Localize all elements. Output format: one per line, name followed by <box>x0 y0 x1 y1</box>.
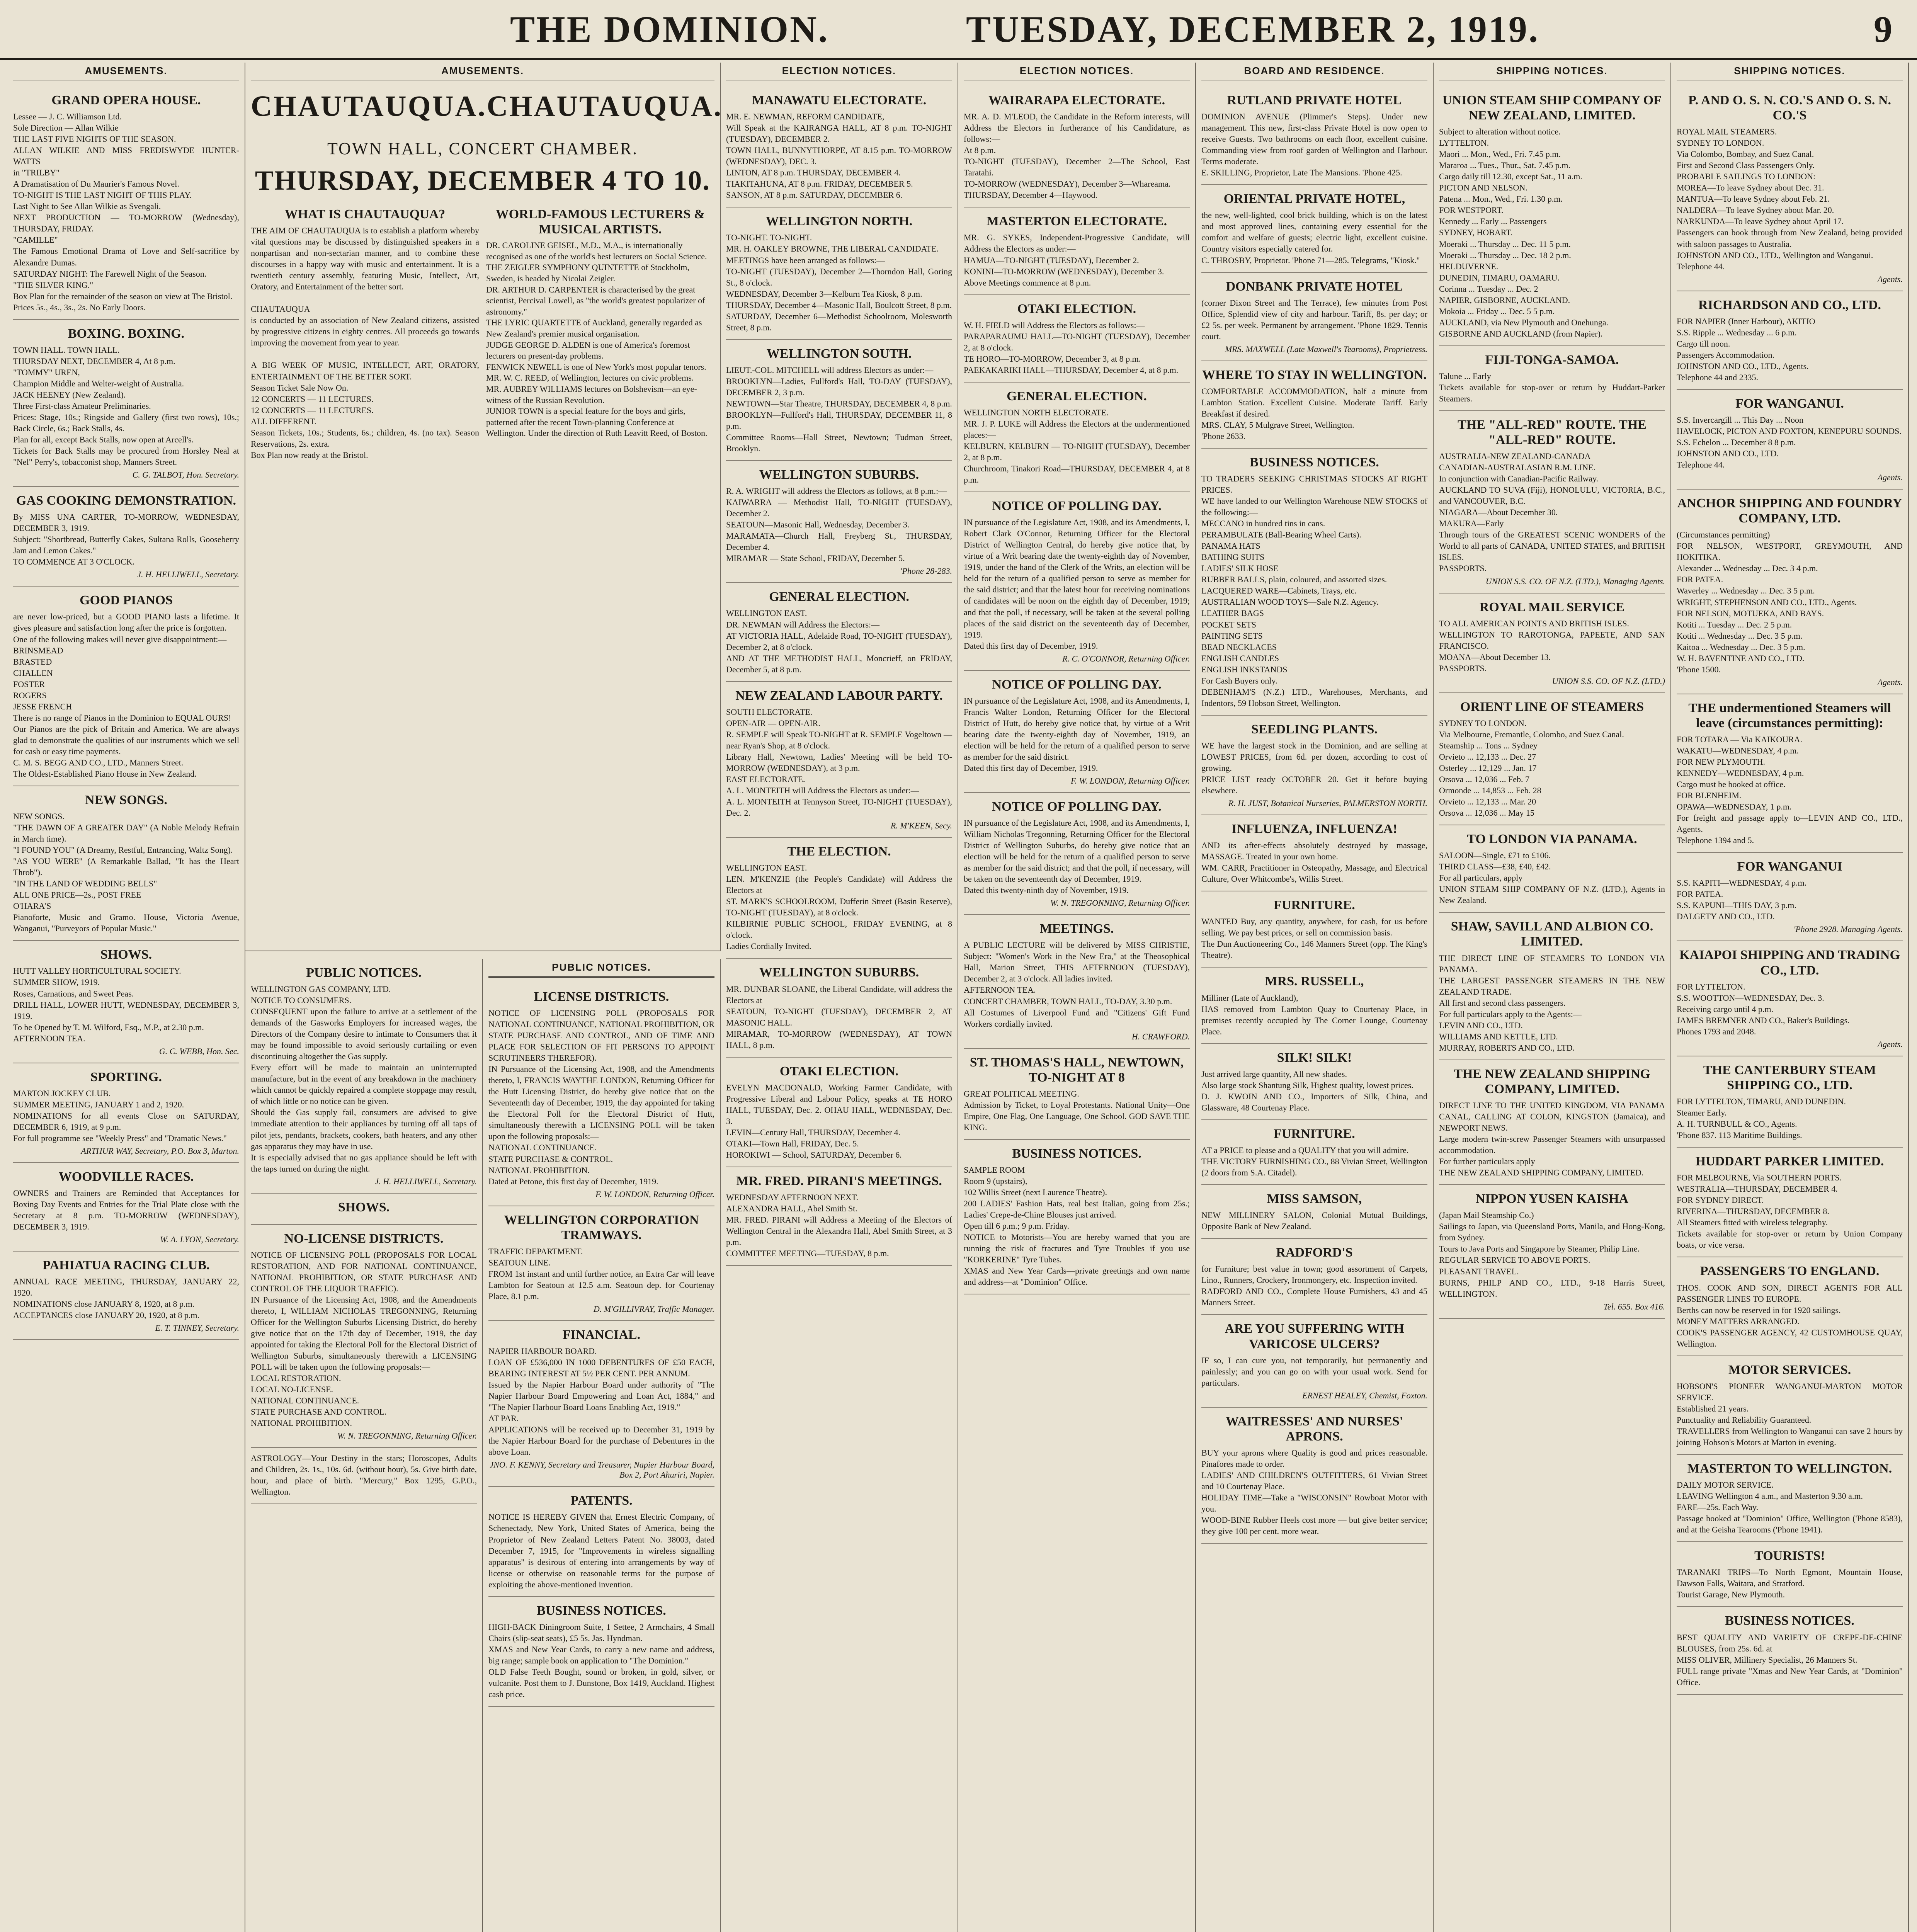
notice-signature: H. CRAWFORD. <box>1131 1031 1190 1041</box>
notice-title: RADFORD'S <box>1276 1245 1353 1260</box>
notice-body: IF so, I can cure you, not temporarily, but permanently and painlessly; and you can go on with your usual work. Send for particulars. <box>1201 1355 1427 1388</box>
chautauqua-body <box>251 207 714 461</box>
notice-title: NEW SONGS. <box>85 793 167 807</box>
notice-body: AND its after-effects absolutely destroyed by massage, MASSAGE. Treated in your own home. WM. CARR, Practitioner in Osteopathy, Massage, and Electrical Culture, Over Whitcombe's, Willis Street. <box>1201 840 1427 884</box>
notice <box>1439 1060 1665 1185</box>
notice-signature: G. C. WEBB, Hon. Sec. <box>159 1046 239 1056</box>
notice-title: PUBLIC NOTICES. <box>306 966 422 980</box>
notice-title: FINANCIAL. <box>562 1327 641 1342</box>
notice-title: GAS COOKING DEMONSTRATION. <box>16 493 236 508</box>
notice-signature: W. N. TREGONNING, Returning Officer. <box>1050 898 1190 908</box>
notice <box>1677 1542 1903 1607</box>
notice <box>726 87 952 207</box>
notice-signature: ERNEST HEALEY, Chemist, Foxton. <box>1302 1390 1427 1400</box>
notice-title: WOODVILLE RACES. <box>58 1169 194 1184</box>
column-heading: PUBLIC NOTICES. <box>488 959 714 978</box>
notice-title: ROYAL MAIL SERVICE <box>1479 600 1625 614</box>
notice-body: (Japan Mail Steamship Co.) Sailings to Japan, via Queensland Ports, Manila, and Hong-Kong, from Sydney. Tours to Java Ports and Singapore by Steamer, Philip Line. REGULAR SERVICE TO ABOVE PORTS. PLEASANT TRAVEL. BURNS, PHILP AND CO., LTD., 9-18 Harris Street, WELLINGTON. <box>1439 1210 1665 1299</box>
notice <box>1677 853 1903 941</box>
column-1 <box>245 959 483 1932</box>
column-5 <box>1196 63 1434 1932</box>
notice <box>726 959 952 1057</box>
notice-signature: Agents. <box>1877 274 1903 284</box>
notice-body: MR. DUNBAR SLOANE, the Liberal Candidate, will address the Electors at SEATOUN, TO-NIGHT (TUESDAY), DECEMBER 2, AT MASONIC HALL. MIRAMAR, TO-MORROW (WEDNESDAY), AT TOWN HALL, 8 p.m. <box>726 984 952 1050</box>
notice <box>1201 968 1427 1044</box>
notice-body: Lessee — J. C. Williamson Ltd. Sole Direction — Allan Wilkie THE LAST FIVE NIGHTS OF THE SEASON. ALLAN WILKIE AND MISS FREDISWYDE HUNTER-WATTS in "TRILBY" A Dramatisation of Du Maurier's Famous Novel. TO-NIGHT IS THE LAST NIGHT OF THIS PLAY. Last Night to See Allan Wilkie as Svengali. NEXT PRODUCTION — TO-MORROW (Wednesday), THURSDAY, FRIDAY. "CAMILLE" The Famous Emotional Drama of Love and Self-sacrifice by Alexandre Dumas. SATURDAY NIGHT: The Farewell Night of the Season. "THE SILVER KING." Box Plan for the remainder of the season on view at The Bristol. Prices 5s., 4s., 3s., 2s. No Early Doors. <box>13 112 239 312</box>
column-heading: BOARD AND RESIDENCE. <box>1201 63 1427 81</box>
notice-title: MRS. RUSSELL, <box>1265 974 1364 989</box>
notice-title: WELLINGTON CORPORATION TRAMWAYS. <box>504 1213 699 1242</box>
notice-title: FIJI-TONGA-SAMOA. <box>1485 352 1619 367</box>
notice-title: GENERAL ELECTION. <box>769 590 909 604</box>
notice-body: A PUBLIC LECTURE will be delivered by MISS CHRISTIE, Subject: "Women's Work in the New Era," at the Theosophical Hall, Marion Street, THIS AFTERNOON (TUESDAY), December 2, at 3 o'clock. All ladies invited. AFTERNOON TEA. CONCERT CHAMBER, TOWN HALL, TO-DAY, 3.30 p.m. All Costumes of Liverpool Fund and "Citizens' Gift Fund Workers cordially invited. <box>964 940 1190 1029</box>
chautauqua-left <box>251 207 479 461</box>
chautauqua-right-text: DR. CAROLINE GEISEL, M.D., M.A., is internationally recognised as one of the world's best lecturers on Social Science. THE ZEIGLER SYMPHONY QUINTETTE of Stockholm, Sweden, is headed by Nicolai Zeigler. DR. ARTHUR D. CARPENTER is characterised by the great scientist, Percival Lowell, as "the world's greatest popularizer of astronomy." THE LYRIC QUARTETTE of Auckland, generally regarded as New Zealand's premier musical organisation. JUDGE GEORGE D. ALDEN is one of America's foremost lecturers on present-day problems. FENWICK NEWELL is one of New York's most popular tenors. MR. W. C. REED, of Wellington, lectures on civic problems. MR. AUBREY WILLIAMS lectures on Bolshevism—an eye-witness of the Russian Revolution. JUNIOR TOWN is a special feature for the boys and girls, patterned after the recent Town-planning Conference at Wellington. Under the direction of Ruth Leavitt Reed, of Boston. <box>486 240 708 438</box>
notice-body: (Circumstances permitting) FOR NELSON, WESTPORT, GREYMOUTH, AND HOKITIKA. Alexander ... Wednesday ... Dec. 3 4 p.m. FOR PATEA. Waverley ... Wednesday ... Dec. 3 5 p.m. WRIGHT, STEPHENSON AND CO., LTD., Agents. FOR NELSON, MOTUEKA, AND BAYS. Kotiti ... Tuesday ... Dec. 2 5 p.m. Kotiti ... Wednesday ... Dec. 3 5 p.m. Kaitoa ... Wednesday ... Dec. 3 5 p.m. W. H. BAVENTINE AND CO., LTD. 'Phone 1500. <box>1677 530 1903 674</box>
notice-title: TO LONDON VIA PANAMA. <box>1467 832 1637 847</box>
notice <box>13 941 239 1063</box>
notice <box>1439 1185 1665 1318</box>
notice <box>251 1194 477 1225</box>
notice-signature: R. H. JUST, Botanical Nurseries, PALMERSTON NORTH. <box>1228 798 1427 808</box>
notice-body: IN pursuance of the Legislature Act, 1908, and its Amendments, I, Robert Clark O'Connor, Returning Officer for the Electoral District of Wellington Central, do hereby give notice that, by virtue of a Writ bearing date the twenty-eighth day of November, 1919, under the hand of the Clerk of the Writs, an election will be held for the return of a qualified person to serve as member for the said district; and that the latest hour for receiving nominations of candidates will be noon on the eighth day of December, 1919; and that the poll, if necessary, will be taken at the several polling places of the said district on the seventeenth day of December, 1919. Dated this first day of December, 1919. <box>964 517 1190 651</box>
notice-title: NIPPON YUSEN KAISHA <box>1475 1192 1629 1206</box>
notice-signature: JNO. F. KENNY, Secretary and Treasurer, Napier Harbour Board, Box 2, Port Ahuriri, Napier. <box>490 1460 714 1480</box>
notice-title: BUSINESS NOTICES. <box>537 1603 666 1618</box>
notice-body: TO ALL AMERICAN POINTS AND BRITISH ISLES. WELLINGTON TO RAROTONGA, PAPEETE, AND SAN FRANCISCO. MOANA—About December 13. PASSPORTS. <box>1439 618 1665 673</box>
notice <box>964 492 1190 670</box>
notice-title: MR. FRED. PIRANI'S MEETINGS. <box>736 1174 942 1188</box>
notice <box>964 671 1190 793</box>
columns-area <box>8 63 1909 1932</box>
notice <box>1439 913 1665 1060</box>
notice-title: BOXING. BOXING. <box>68 326 185 341</box>
column-heading: AMUSEMENTS. <box>251 63 714 81</box>
notice <box>726 340 952 461</box>
notice-signature: MRS. MAXWELL (Late Maxwell's Tearooms), Proprietress. <box>1225 344 1427 354</box>
notice-body: S.S. Invercargill ... This Day ... Noon HAVELOCK, PICTON AND FOXTON, KENEPURU SOUNDS. S.S. Echelon ... December 8 8 p.m. JOHNSTON AND CO., LTD. Telephone 44. <box>1677 415 1902 470</box>
notice-title: PATENTS. <box>570 1493 633 1508</box>
notice-signature: R. C. O'CONNOR, Returning Officer. <box>1062 653 1190 663</box>
notice <box>13 87 239 320</box>
notice-signature: F. W. LONDON, Returning Officer. <box>595 1189 714 1199</box>
notice <box>726 207 952 340</box>
notice-title: P. AND O. S. N. CO.'S AND O. S. N. CO.'S <box>1688 93 1891 123</box>
notice-signature: R. M'KEEN, Secy. <box>890 821 952 831</box>
chautauqua-right-heading: WORLD-FAMOUS LECTURERS & MUSICAL ARTISTS. <box>495 207 705 237</box>
notice <box>726 682 952 838</box>
notice-body: Talune ... Early Tickets available for stop-over or return by Huddart-Parker Steamers. <box>1439 371 1665 403</box>
notice <box>726 1058 952 1167</box>
column-heading: ELECTION NOTICES. <box>726 63 952 81</box>
notice <box>1677 1455 1903 1542</box>
notice-body: R. A. WRIGHT will address the Electors as follows, at 8 p.m.:— KAIWARRA — Methodist Hall, TO-NIGHT (TUESDAY), December 2. SEATOUN—Masonic Hall, Wednesday, December 3. MARAMATA—Church Hall, Freyberg St., THURSDAY, December 4. MIRAMAR — State School, FRIDAY, December 5. <box>726 486 952 563</box>
column-heading: SHIPPING NOTICES. <box>1677 63 1903 81</box>
notice-title: NOTICE OF POLLING DAY. <box>992 677 1162 692</box>
notice <box>1201 185 1427 272</box>
notice-signature: J. H. HELLIWELL, Secretary. <box>375 1176 477 1186</box>
notice-body: the new, well-lighted, cool brick building, which is on the latest and most approved lines, containing every essential for the comfort and welfare of guests; electric light, excellent cuisine. Country visitors especially catered for. C. THROSBY, Proprietor. 'Phone 71—285. Telegrams, "Kiosk." <box>1201 210 1427 265</box>
notice-title: SHOWS. <box>338 1200 390 1214</box>
notice-body: DOMINION AVENUE (Plimmer's Steps). Under new management. This new, first-class Private Hotel is now open to receive Guests. Two bathrooms on each floor, excellent cuisine. Commanding view from roof garden of Wellington and Harbour. Terms moderate. E. SKILLING, Proprietor, Late The Mansions. 'Phone 425. <box>1201 112 1427 178</box>
notice-body: HIGH-BACK Diningroom Suite, 1 Settee, 2 Armchairs, 4 Small Chairs (slip-seat seats), £5 5s. Jas. Hyndman. XMAS and New Year Cards, to carry a new name and address, big range; sample book on application to "The Dominion." OLD False Teeth Bought, sound or broken, in gold, silver, or vulcanite. Post them to J. Dunstone, Box 1419, Auckland. Highest cash price. <box>488 1622 714 1699</box>
chautauqua-title-left: CHAUTAUQUA. <box>251 90 487 122</box>
notice-body: MR. G. SYKES, Independent-Progressive Candidate, will Address the Electors as under:— HAMUA—TO-NIGHT (TUESDAY), December 2. KONINI—TO-MORROW (WEDNESDAY), December 3. Above Meetings commence at 8 p.m. <box>964 233 1190 287</box>
notice <box>251 959 477 1194</box>
notice-title: ANCHOR SHIPPING AND FOUNDRY COMPANY, LTD. <box>1677 496 1902 526</box>
notice <box>964 915 1190 1048</box>
notice <box>1439 346 1665 411</box>
notice-body: FOR LYTTELTON, TIMARU, AND DUNEDIN. Steamer Early. A. H. TURNBULL & CO., Agents. 'Phone 837. 113 Maritime Buildings. <box>1677 1096 1846 1140</box>
notice-title: UNION STEAM SHIP COMPANY OF NEW ZEALAND, LIMITED. <box>1442 93 1662 123</box>
notice-body: ROYAL MAIL STEAMERS. SYDNEY TO LONDON. Via Colombo, Bombay, and Suez Canal. First and Second Class Passengers Only. PROBABLE SAILINGS TO LONDON: MOREA—To leave Sydney about Dec. 31. MANTUA—To leave Sydney about Feb. 21. NALDERA—To leave Sydney about Mar. 20. NARKUNDA—To leave Sydney about April 17. Passengers can book through from New Zealand, being provided with saloon passages to Australia. JOHNSTON AND CO., LTD., Wellington and Wanganui. Telephone 44. <box>1677 127 1903 271</box>
notice-body: NOTICE OF LICENSING POLL (PROPOSALS FOR LOCAL RESTORATION, AND FOR NATIONAL CONTINUANCE, NATIONAL PROHIBITION, OR STATE PURCHASE AND CONTROL OF THE LIQUOR TRAFFIC). IN Pursuance of the Licensing Act, 1908, and the Amendments thereto, I, WILLIAM NICHOLAS TREGONNING, Returning Officer for the Wellington Suburbs Licensing District, do hereby give notice that on the 17th day of December, 1919, the day appointed for taking the Electoral Poll for the Electoral District of Wellington Suburbs, simultaneously therewith a LICENSING POLL will be taken upon the following proposals:— LOCAL RESTORATION. LOCAL NO-LICENSE. NATIONAL CONTINUANCE. STATE PURCHASE AND CONTROL. NATIONAL PROHIBITION. <box>251 1250 477 1428</box>
notice <box>964 793 1190 915</box>
notice-title: THE ELECTION. <box>787 844 891 859</box>
notice-body: WE have the largest stock in the Dominion, and are selling at LOWEST PRICES, from 6d. per dozen, according to cost of growing. PRICE LIST ready OCTOBER 20. Get it before buying elsewhere. <box>1201 740 1427 795</box>
notice-body: TOWN HALL. TOWN HALL. THURSDAY NEXT, DECEMBER 4, At 8 p.m. "TOMMY" UREN, Champion Middle and Welter-weight of Australia. JACK HEENEY (New Zealand). Three First-class Amateur Preliminaries. Prices: Stage, 10s.; Ringside and Gallery (first two rows), 10s.; Back Circle, 6s.; Back Stalls, 4s. Plan for all, except Back Stalls, now open at Arcell's. Tickets for Back Stalls may be procured from Horsley Neal at "Nel" Perry's, tobacconist shop, Manners Street. <box>13 345 239 467</box>
notice-signature: Agents. <box>1877 473 1903 483</box>
notice-body: LIEUT.-COL. MITCHELL will address Electors as under:— BROOKLYN—Ladies, Fullford's Hall, TO-DAY (TUESDAY), DECEMBER 2, 3 p.m. NEWTOWN—Star Theatre, THURSDAY, DECEMBER 4, 8 p.m. BROOKLYN—Fullford's Hall, THURSDAY, DECEMBER 11, 8 p.m. Committee Rooms—Hall Street, Newtown; Tudman Street, Brooklyn. <box>726 365 952 454</box>
notice-title: ORIENT LINE OF STEAMERS <box>1460 699 1644 714</box>
issue-date: TUESDAY, DECEMBER 2, 1919. <box>966 9 1539 50</box>
notice <box>964 295 1190 383</box>
notice <box>1439 693 1665 825</box>
notice <box>1201 1315 1427 1407</box>
chautauqua-ad <box>245 63 721 951</box>
notice-body: GREAT POLITICAL MEETING. Admission by Ticket, to Loyal Protestants. National Unity—One Empire, One Flag, One Language, One School. GOD SAVE THE KING. <box>964 1088 1190 1132</box>
notice <box>488 1597 714 1707</box>
notice-title: THE CANTERBURY STEAM SHIPPING CO., LTD. <box>1703 1063 1876 1092</box>
notice <box>1201 273 1427 361</box>
notice-body: MARTON JOCKEY CLUB. SUMMER MEETING, JANUARY 1 and 2, 1920. NOMINATIONS for all events Close on SATURDAY, DECEMBER 6, 1919, at 9 p.m. For full programme see "Weekly Press" and "Dramatic News." <box>13 1088 239 1143</box>
notice-title: MISS SAMSON, <box>1267 1192 1362 1206</box>
notice-body: SOUTH ELECTORATE. OPEN-AIR — OPEN-AIR. R. SEMPLE will Speak TO-NIGHT at R. SEMPLE Vogeltown — near Ryan's Shop, at 8 o'clock. Library Hall, Newtown, Ladies' Meeting will be held TO-MORROW (WEDNESDAY), at 3 p.m. EAST ELECTORATE. A. L. MONTEITH will Address the Electors as under:— A. L. MONTEITH at Tennyson Street, TO-NIGHT (TUESDAY), Dec. 2. <box>726 707 952 818</box>
notice-title: BUSINESS NOTICES. <box>1250 455 1379 469</box>
notice-title: WAIRARAPA ELECTORATE. <box>988 93 1165 107</box>
notice-title: WELLINGTON NORTH. <box>765 214 913 229</box>
notice-body: NEW MILLINERY SALON, Colonial Mutual Buildings, Opposite Bank of New Zealand. <box>1201 1210 1427 1231</box>
notice-signature: W. A. LYON, Secretary. <box>160 1235 239 1245</box>
notice-title: DONBANK PRIVATE HOTEL <box>1226 279 1403 294</box>
notice-title: MASTERTON ELECTORATE. <box>986 214 1167 229</box>
notice-title: FOR WANGANUI. <box>1735 396 1844 411</box>
notice <box>1439 594 1665 693</box>
notice-body: THOS. COOK AND SON, DIRECT AGENTS FOR ALL PASSENGER LINES TO EUROPE. Berths can now be reserved in for 1920 sailings. MONEY MATTERS ARRANGED. COOK'S PASSENGER AGENCY, 42 CUSTOMHOUSE QUAY, Wellington. <box>1677 1282 1903 1349</box>
column-0 <box>8 63 245 1932</box>
notice-title: WELLINGTON SOUTH. <box>766 346 912 361</box>
notice-body: FOR LYTTELTON. S.S. WOOTTON—WEDNESDAY, Dec. 3. Receiving cargo until 4 p.m. JAMES BREMNER AND CO., Baker's Buildings. Phones 1793 and 2048. <box>1677 981 1850 1036</box>
notice <box>964 207 1190 295</box>
notice-title: THE "ALL-RED" ROUTE. THE "ALL-RED" ROUTE. <box>1458 417 1647 447</box>
notice <box>964 383 1190 492</box>
chautauqua-venue: TOWN HALL, CONCERT CHAMBER. <box>327 139 638 158</box>
notice-title: NEW ZEALAND LABOUR PARTY. <box>735 688 943 703</box>
column-heading: ELECTION NOTICES. <box>964 63 1190 81</box>
notice-body: TO TRADERS SEEKING CHRISTMAS STOCKS AT RIGHT PRICES. WE have landed to our Wellington Warehouse NEW STOCKS of the following:— MECCANO in hundred tins in cans. PERAMBULATE (Ball-Bearing Wheel Carts). PANAMA HATS BATHING SUITS LADIES' SILK HOSE RUBBER BALLS, plain, coloured, and assorted sizes. LACQUERED WARE—Cabinets, Trays, etc. AUSTRALIAN WOOD TOYS—Sale N.Z. Agency. LEATHER BAGS POCKET SETS PAINTING SETS BEAD NECKLACES ENGLISH CANDLES ENGLISH INKSTANDS For Cash Buyers only. DEBENHAM'S (N.Z.) LTD., Warehouses, Merchants, and Indentors, 59 Hobson Street, Wellington. <box>1201 474 1427 708</box>
notice <box>1677 941 1903 1056</box>
notice-title: WAITRESSES' AND NURSES' APRONS. <box>1225 1414 1403 1444</box>
notice-signature: UNION S.S. CO. OF N.Z. (LTD.) <box>1552 676 1665 686</box>
notice-title: SHAW, SAVILL AND ALBION CO. LIMITED. <box>1451 919 1653 949</box>
notice <box>488 1487 714 1597</box>
notice-body: NOTICE OF LICENSING POLL (PROPOSALS FOR NATIONAL CONTINUANCE, NATIONAL PROHIBITION, OR STATE PURCHASE AND CONTROL, AND OF TIME AND PLACE FOR SELECTION OF FIT PERSONS TO APPOINT SCRUTINEERS THEREFOR). IN Pursuance of the Licensing Act, 1908, and the Amendments thereto, I, FRANCIS WAYTHE LONDON, Returning Officer for the Hutt Licensing District, do hereby give notice that on the Seventeenth day of December, 1919, the day appointed for taking the Electoral Poll for the Electoral District of Hutt, simultaneously therewith a LICENSING POLL will be taken upon the following proposals:— NATIONAL CONTINUANCE. STATE PURCHASE & CONTROL. NATIONAL PROHIBITION. Dated at Petone, this first day of December, 1919. <box>488 1008 714 1186</box>
notice <box>726 1167 952 1266</box>
notice-title: GOOD PIANOS <box>80 593 173 608</box>
notice-title: TOURISTS! <box>1754 1549 1825 1563</box>
notice-body: S.S. KAPITI—WEDNESDAY, 4 p.m. FOR PATEA. S.S. KAPUNI—THIS DAY, 3 p.m. DALGETY AND CO., LTD. <box>1677 878 1807 922</box>
notice-body: AT a PRICE to please and a QUALITY that you will admire. THE VICTORY FURNISHING CO., 88 Vivian Street, Wellington (2 doors from S.A. Citadel). <box>1201 1145 1427 1178</box>
notice-body: WANTED Buy, any quantity, anywhere, for cash, for us before selling. We pay best prices, or sell on commission basis. The Dun Auctioneering Co., 146 Manners Street (opp. The King's Theatre). <box>1201 917 1427 960</box>
notice <box>964 1140 1190 1294</box>
notice-signature: Tel. 655. Box 416. <box>1603 1301 1665 1311</box>
notice <box>726 461 952 583</box>
notice-body: BEST QUALITY AND VARIETY OF CREPE-DE-CHINE BLOUSES, from 25s. 6d. at MISS OLIVER, Millinery Specialist, 26 Manners St. FULL range private "Xmas and New Year Cards, at "Dominion" Office. <box>1677 1632 1903 1687</box>
notice <box>1201 449 1427 716</box>
notice-title: FOR WANGANUI <box>1737 859 1842 874</box>
notice-body: for Furniture; best value in town; good assortment of Carpets, Lino., Runners, Crockery, Ironmongery, etc. Inspection invited. RADFORD AND CO., Complete House Furnishers, 43 and 45 Manners Street. <box>1201 1264 1427 1308</box>
notice <box>13 1163 239 1252</box>
notice-title: BUSINESS NOTICES. <box>1725 1614 1854 1628</box>
notice <box>1201 891 1427 968</box>
notice-body: ASTROLOGY—Your Destiny in the stars; Horoscopes, Adults and Children, 2s. 1s., 10s. 6d. (without hour), 5s. Give birth date, hour, and place of birth. "Mercury," Box 1295, G.P.O., Wellington. <box>251 1453 477 1497</box>
notice-signature: Agents. <box>1877 677 1903 687</box>
notice-body: FOR MELBOURNE, Via SOUTHERN PORTS. WESTRALIA—THURSDAY, DECEMBER 4. FOR SYDNEY DIRECT. RIVERINA—THURSDAY, DECEMBER 8. All Steamers fitted with wireless telegraphy. Tickets available for stop-over or return by Union Company boats, or vice versa. <box>1677 1173 1903 1250</box>
notice-body: WEDNESDAY AFTERNOON NEXT. ALEXANDRA HALL, Abel Smith St. MR. FRED. PIRANI will Address a Meeting of the Electors of Wellington Central in the Alexandra Hall, Abel Smith Street, at 3 p.m. COMMITTEE MEETING—TUESDAY, 8 p.m. <box>726 1192 952 1259</box>
chautauqua-left-heading: WHAT IS CHAUTAUQUA? <box>284 207 446 221</box>
notice-title: INFLUENZA, INFLUENZA! <box>1232 822 1397 836</box>
notice-body: WELLINGTON NORTH ELECTORATE. MR. J. P. LUKE will Address the Electors at the undermentioned places:— KELBURN, KELBURN — TO-NIGHT (TUESDAY), December 2, at 8 p.m. Churchroom, Tinakori Road—THURSDAY, DECEMBER 4, at 8 p.m. <box>964 407 1190 485</box>
notice-body: FOR NAPIER (Inner Harbour), AKITIO S.S. Ripple ... Wednesday ... 6 p.m. Cargo till noon. Passengers Accommodation. JOHNSTON AND CO., LTD., Agents. Telephone 44 and 2335. <box>1677 316 1815 382</box>
notice <box>1439 87 1665 346</box>
notice-body: DAILY MOTOR SERVICE. LEAVING Wellington 4 a.m., and Masterton 9.30 a.m. FARE—25s. Each Way. Passage booked at "Dominion" Office, Wellington ('Phone 8583), and at the Geisha Tearooms ('Phone 1941). <box>1677 1480 1903 1535</box>
notice <box>1677 291 1903 390</box>
notice-body: TARANAKI TRIPS—To North Egmont, Mountain House, Dawson Falls, Waitara, and Stratford. Tourist Garage, New Plymouth. <box>1677 1567 1903 1600</box>
notice <box>1201 815 1427 891</box>
notice-signature: 'Phone 28-283. <box>900 566 952 576</box>
notice <box>1677 1257 1903 1356</box>
notice-body: BUY your aprons where Quality is good and prices reasonable. Pinafores made to order. LADIES' AND CHILDREN'S OUTFITTERS, 61 Vivian Street and 10 Courtenay Place. HOLIDAY TIME—Take a "WISCONSIN" Rowboat Motor with you. WOOD-BINE Rubber Heels cost more — but give better service; they give 100 per cent. more wear. <box>1201 1447 1427 1536</box>
notice <box>251 1448 477 1504</box>
notice-body: WELLINGTON EAST. LEN. M'KENZIE (the People's Candidate) will Address the Electors at ST. MARK'S SCHOOLROOM, Dufferin Street (Basin Reserve), TO-NIGHT (TUESDAY), at 8 o'clock. KILBIRNIE PUBLIC SCHOOL, FRIDAY EVENING, at 8 o'clock. Ladies Cordially Invited. <box>726 863 952 951</box>
notice-title: LICENSE DISTRICTS. <box>534 990 669 1004</box>
notice-title: THE NEW ZEALAND SHIPPING COMPANY, LIMITED. <box>1454 1066 1650 1096</box>
notice-body: SALOON—Single, £71 to £106. THIRD CLASS—£38, £40, £42. For all particulars, apply UNION STEAM SHIP COMPANY OF N.Z. (LTD.), Agents in New Zealand. <box>1439 850 1665 905</box>
notice <box>1677 1356 1903 1455</box>
notice <box>1439 411 1665 594</box>
notice-body: THE DIRECT LINE OF STEAMERS TO LONDON VIA PANAMA. THE LARGEST PASSENGER STEAMERS IN THE NEW ZEALAND TRADE. All first and second class passengers. For full particulars apply to the Agents:— LEVIN AND CO., LTD. WILLIAMS AND KETTLE, LTD. MURRAY, ROBERTS AND CO., LTD. <box>1439 953 1665 1053</box>
notice-signature: UNION S.S. CO. OF N.Z. (LTD.), Managing Agents. <box>1485 576 1665 586</box>
notice-body: NEW SONGS. "THE DAWN OF A GREATER DAY" (A Noble Melody Refrain in March time). "I FOUND YOU" (A Dreamy, Restful, Entrancing, Waltz Song). "AS YOU WERE" (A Remarkable Ballad, "It has the Heart Throb"). "IN THE LAND OF WEDDING BELLS" ALL ONE PRICE—2s., POST FREE O'HARA'S Pianoforte, Music and Gramo. House, Victoria Avenue, Wanganui, "Purveyors of Popular Music." <box>13 811 239 934</box>
notice <box>1439 825 1665 913</box>
notice-body: SAMPLE ROOM Room 9 (upstairs), 102 Willis Street (next Laurence Theatre). 200 LADIES' Fashion Hats, real best Italian, going from 25s.; Ladies' Crepe-de-Chine Blouses just arrived. Open till 6 p.m.; 9 p.m. Friday. NOTICE to Motorists—You are hereby warned that you are running the risk of fractures and Tyre Troubles if you use "KORKERINE" Tyre Tubes. XMAS and New Year Cards—private greetings and own name and address—at "Dominion" Office. <box>964 1165 1190 1287</box>
notice-title: ARE YOU SUFFERING WITH VARICOSE ULCERS? <box>1225 1321 1404 1351</box>
notice-body: AUSTRALIA-NEW ZEALAND-CANADA CANADIAN-AUSTRALASIAN R.M. LINE. In conjunction with Canadian-Pacific Railway. AUCKLAND TO SUVA (Fiji), HONOLULU, VICTORIA, B.C., and VANCOUVER, B.C. NIAGARA—About December 30. MAKURA—Early Through tours of the GREATEST SCENIC WONDERS of the World to all parts of CANADA, UNITED STATES, and BRITISH ISLES. PASSPORTS. <box>1439 451 1665 573</box>
notice-title: SEEDLING PLANTS. <box>1251 722 1378 736</box>
notice-body: Subject to alteration without notice. LYTTELTON. Maori ... Mon., Wed., Fri. 7.45 p.m. Mararoa ... Tues., Thur., Sat. 7.45 p.m. Cargo daily till 12.30, except Sat., 11 a.m. PICTON AND NELSON. Patena ... Mon., Wed., Fri. 1.30 p.m. FOR WESTPORT. Kennedy ... Early ... Passengers SYDNEY, HOBART. Moeraki ... Thursday ... Dec. 11 5 p.m. Moeraki ... Thursday ... Dec. 18 2 p.m. HELDUVERNE. DUNEDIN, TIMARU, OAMARU. Corinna ... Tuesday ... Dec. 2 NAPIER, GISBORNE, AUCKLAND. Mokoia ... Friday ... Dec. 5 5 p.m. AUCKLAND, via New Plymouth and Onehunga. GISBORNE AND AUCKLAND (from Napier). <box>1439 127 1609 338</box>
notice-title: FURNITURE. <box>1274 898 1355 913</box>
notice-signature: F. W. LONDON, Returning Officer. <box>1070 776 1190 786</box>
column-2 <box>483 959 721 1932</box>
notice-title: NOTICE OF POLLING DAY. <box>992 799 1162 814</box>
notice <box>1677 694 1903 853</box>
notice <box>1677 1148 1903 1257</box>
notice-title: PASSENGERS TO ENGLAND. <box>1700 1264 1880 1279</box>
notice-title: MOTOR SERVICES. <box>1728 1362 1851 1377</box>
notice-body: Just arrived large quantity, All new shades. Also large stock Shantung Silk, Highest quality, lowest prices. D. J. KWOIN AND CO., Importers of Silk, China, and Glassware, 48 Courtenay Place. <box>1201 1069 1427 1112</box>
notice-title: MEETINGS. <box>1039 922 1114 936</box>
notice-title: KAIAPOI SHIPPING AND TRADING CO., LTD. <box>1679 948 1900 978</box>
notice-title: FURNITURE. <box>1274 1126 1355 1141</box>
notice-body: HOBSON'S PIONEER WANGANUI-MARTON MOTOR SERVICE. Established 21 years. Punctuality and Reliability Guaranteed. TRAVELLERS from Wellington to Wanganui can save 2 hours by joining Hobson's Motors at Marton in evening. <box>1677 1381 1903 1447</box>
notice-signature: E. T. TINNEY, Secretary. <box>155 1323 239 1333</box>
notice <box>13 1063 239 1163</box>
notice-signature: D. M'GILLIVRAY, Traffic Manager. <box>593 1304 714 1314</box>
masthead <box>0 0 1917 60</box>
column-heading: SHIPPING NOTICES. <box>1439 63 1665 81</box>
chautauqua-title <box>251 90 723 123</box>
notice-title: RICHARDSON AND CO., LTD. <box>1698 298 1881 312</box>
notice-body: MR. E. NEWMAN, REFORM CANDIDATE, Will Speak at the KAIRANGA HALL, AT 8 p.m. TO-NIGHT (TUESDAY), DECEMBER 2. TOWN HALL, BUNNYTHORPE, AT 8.15 p.m. TO-MORROW (WEDNESDAY), DEC. 3. LINTON, AT 8 p.m. THURSDAY, DECEMBER 4. TIAKITAHUNA, AT 8 p.m. FRIDAY, DECEMBER 5. SANSON, AT 8 p.m. SATURDAY, DECEMBER 6. <box>726 112 952 200</box>
column-6 <box>1434 63 1671 1932</box>
notice <box>1201 1120 1427 1185</box>
notice <box>1201 716 1427 815</box>
notice-body: HUTT VALLEY HORTICULTURAL SOCIETY. SUMMER SHOW, 1919. Roses, Carnations, and Sweet Peas. DRILL HALL, LOWER HUTT, WEDNESDAY, DECEMBER 3, 1919. To be Opened by T. M. Wilford, Esq., M.P., at 2.30 p.m. AFTERNOON TEA. <box>13 966 239 1043</box>
notice <box>488 1206 714 1321</box>
notice <box>726 838 952 959</box>
notice <box>251 1225 477 1448</box>
notice-title: MANAWATU ELECTORATE. <box>752 93 927 107</box>
column-4 <box>958 63 1196 1932</box>
notice-body: Milliner (Late of Auckland), HAS removed from Lambton Quay to Courtenay Place, in premises recently occupied by The Corner Lounge, Courtenay Place. <box>1201 993 1427 1036</box>
notice-title: ORIENTAL PRIVATE HOTEL, <box>1223 192 1405 206</box>
notice <box>1201 361 1427 449</box>
notice <box>1201 1044 1427 1120</box>
notice-title: BUSINESS NOTICES. <box>1012 1146 1141 1161</box>
notice <box>13 487 239 587</box>
notice <box>726 583 952 682</box>
notice-signature: W. N. TREGONNING, Returning Officer. <box>337 1431 477 1441</box>
notice-body: SYDNEY TO LONDON. Via Melbourne, Fremantle, Colombo, and Suez Canal. Steamship ... Tons ... Sydney Orvieto ... 12,133 ... Dec. 27 Osterley ... 12,129 ... Jan. 17 Orsova ... 12,036 ... Feb. 7 Ormonde ... 14,853 ... Feb. 28 Orvieto ... 12,133 ... Mar. 20 Orsova ... 12,036 ... May 15 <box>1439 718 1624 818</box>
notice-body: ANNUAL RACE MEETING, THURSDAY, JANUARY 22, 1920. NOMINATIONS close JANUARY 8, 1920, at 8 p.m. ACCEPTANCES close JANUARY 20, 1920, at 8 p.m. <box>13 1277 239 1320</box>
notice <box>1677 1056 1903 1148</box>
chautauqua-right <box>486 207 714 461</box>
notice-body: EVELYN MACDONALD, Working Farmer Candidate, with Progressive Liberal and Labour Policy, speaks at TE HORO HALL, TUESDAY, Dec. 2. OHAU HALL, WEDNESDAY, Dec. 3. LEVIN—Century Hall, THURSDAY, December 4. OTAKI—Town Hall, FRIDAY, Dec. 5. HOROKIWI — School, SATURDAY, December 6. <box>726 1082 952 1160</box>
notice <box>1677 87 1903 291</box>
notice-title: THE undermentioned Steamers will leave (circumstances permitting): <box>1688 701 1891 730</box>
notice-signature: 'Phone 2928. Managing Agents. <box>1793 924 1903 934</box>
notice-title: GENERAL ELECTION. <box>1007 389 1147 403</box>
notice-title: WELLINGTON SUBURBS. <box>759 965 919 980</box>
notice-title: PAHIATUA RACING CLUB. <box>43 1258 210 1273</box>
notice <box>1677 490 1903 694</box>
notice-body: FOR TOTARA — Via KAIKOURA. WAKATU—WEDNESDAY, 4 p.m. FOR NEW PLYMOUTH. KENNEDY—WEDNESDAY, 4 p.m. Cargo must be booked at office. FOR BLENHEIM. OPAWA—WEDNESDAY, 1 p.m. For freight and passage apply to—LEVIN AND CO., LTD., Agents. Telephone 1394 and 5. <box>1677 734 1903 845</box>
notice-body: (corner Dixon Street and The Terrace), few minutes from Post Office, Splendid view of city and harbour. Tariff, 8s. per day; or £2 5s. per week. Permanent by arrangement. 'Phone 1829. Tennis court. <box>1201 298 1427 341</box>
notice <box>488 1321 714 1487</box>
notice <box>1201 87 1427 185</box>
notice-body: OWNERS and Trainers are Reminded that Acceptances for Boxing Day Events and Entries for the Trial Plate close with the Secretary at 8 p.m. TO-MORROW (WEDNESDAY), DECEMBER 3, 1919. <box>13 1188 239 1232</box>
notice-title: NO-LICENSE DISTRICTS. <box>284 1231 444 1246</box>
notice-title: WELLINGTON SUBURBS. <box>759 468 919 482</box>
notice-title: OTAKI ELECTION. <box>1017 301 1136 316</box>
notice-body: DIRECT LINE TO THE UNITED KINGDOM, VIA PANAMA CANAL, CALLING AT COLON, KINGSTON (Jamaica), and NEWPORT NEWS. Large modern twin-screw Passenger Steamers with unsurpassed accommodation. For further particulars apply THE NEW ZEALAND SHIPPING COMPANY, LIMITED. <box>1439 1100 1665 1178</box>
notice-title: NOTICE OF POLLING DAY. <box>992 499 1162 514</box>
notice-title: SPORTING. <box>90 1070 162 1084</box>
notice-title: GRAND OPERA HOUSE. <box>51 93 201 107</box>
notice-title: RUTLAND PRIVATE HOTEL <box>1227 93 1402 107</box>
notice-title: SHOWS. <box>100 947 152 962</box>
notice-signature: Agents. <box>1877 1039 1903 1049</box>
notice-title: OTAKI ELECTION. <box>779 1064 899 1078</box>
notice-title: HUDDART PARKER LIMITED. <box>1695 1154 1884 1169</box>
notice <box>1201 1239 1427 1315</box>
column-3 <box>721 63 958 1932</box>
column-7 <box>1671 63 1909 1932</box>
notice <box>964 1049 1190 1140</box>
notice <box>13 786 239 941</box>
notice-body: NOTICE IS HEREBY GIVEN that Ernest Electric Company, of Schenectady, New York, United States of America, being the Proprietor of New Zealand Letters Patent No. 38003, dated December 7, 1915, for "Improvements in wireless signalling apparatus" is desirous of entering into arrangements by way of license or otherwise on reasonable terms for the purpose of exploiting the above-mentioned invention. <box>488 1512 714 1589</box>
notice-body: MR. A. D. M'LEOD, the Candidate in the Reform interests, will Address the Electors in furtherance of his Candidature, as follows:— At 8 p.m. TO-NIGHT (TUESDAY), December 2—The School, East Taratahi. TO-MORROW (WEDNESDAY), December 3—Whareama. THURSDAY, December 4—Haywood. <box>964 112 1190 200</box>
notice <box>488 983 714 1206</box>
notice <box>1201 1185 1427 1239</box>
notice-body: WELLINGTON EAST. DR. NEWMAN will Address the Electors:— AT VICTORIA HALL, Adelaide Road, TO-NIGHT (TUESDAY), December 2, at 8 o'clock. AND AT THE METHODIST HALL, Moncrieff, on FRIDAY, December 5, at 8 p.m. <box>726 608 952 674</box>
chautauqua-dates: THURSDAY, DECEMBER 4 TO 10. <box>255 165 711 196</box>
notice-signature: C. G. TALBOT, Hon. Secretary. <box>132 470 239 480</box>
notice <box>1677 390 1903 490</box>
notice <box>964 87 1190 207</box>
notice-body: W. H. FIELD will Address the Electors as follows:— PARAPARAUMU HALL—TO-NIGHT (TUESDAY), December 2, at 8 o'clock. TE HORO—TO-MORROW, December 3, at 8 p.m. PAEKAKARIKI HALL—THURSDAY, December 4, at 8 p.m. <box>964 320 1190 375</box>
notice-signature: ARTHUR WAY, Secretary, P.O. Box 3, Marton. <box>81 1146 239 1156</box>
notice-body: WELLINGTON GAS COMPANY, LTD. NOTICE TO CONSUMERS. CONSEQUENT upon the failure to arrive at a settlement of the demands of the Gasworks Employers for increased wages, the Directors of the Company desire to intimate to Consumers that it may be found impossible to avoid seriously curtailing or even discontinuing altogether the Gas supply. Every effort will be made to maintain an uninterrupted manufacture, but in the event of any breakdown in the machinery which cannot be quickly repaired a complete stoppage may result, of which little or no notice can be given. Should the Gas supply fail, consumers are advised to give immediate attention to their appliances by turning off all taps of pilot jets, pendants, brackets, cookers, bath heaters, and any other gas apparatus they may have in use. It is especially advised that no gas appliance should be left with the taps turned on during the night. <box>251 984 477 1173</box>
notice-body: By MISS UNA CARTER, TO-MORROW, WEDNESDAY, DECEMBER 3, 1919. Subject: "Shortbread, Butterfly Cakes, Sultana Rolls, Gooseberry Jam and Lemon Cakes." TO COMMENCE AT 3 O'CLOCK. <box>13 512 239 567</box>
notice-title: ST. THOMAS'S HALL, NEWTOWN, TO-NIGHT AT 8 <box>970 1055 1184 1085</box>
column-heading: AMUSEMENTS. <box>13 63 239 81</box>
notice <box>1677 1607 1903 1694</box>
notice-body: are never low-priced, but a GOOD PIANO lasts a lifetime. It gives pleasure and satisfaction long after the price is forgotten. One of the following makes will never give disappointment:— BRINSMEAD BRASTED CHALLEN FOSTER ROGERS JESSE FRENCH There is no range of Pianos in the Dominion to EQUAL OURS! Our Pianos are the pick of Britain and America. We are always glad to demonstrate the qualities of our instruments which we sell for cash or easy time payments. C. M. S. BEGG AND CO., LTD., Manners Street. The Oldest-Established Piano House in New Zealand. <box>13 612 239 779</box>
notice-title: WHERE TO STAY IN WELLINGTON. <box>1202 367 1427 382</box>
notice <box>1201 1408 1427 1544</box>
paper-title: THE DOMINION. <box>510 9 829 50</box>
notice-title: MASTERTON TO WELLINGTON. <box>1687 1461 1892 1476</box>
notice <box>13 320 239 487</box>
chautauqua-title-right: CHAUTAUQUA. <box>486 90 723 122</box>
notice-body: TRAFFIC DEPARTMENT. SEATOUN LINE. FROM 1st instant and until further notice, an Extra Car will leave Lambton for Seatoun at 12.5 a.m. Seatoun dep. for Courtenay Place, 8.1 p.m. <box>488 1246 714 1301</box>
chautauqua-left-text: THE AIM OF CHAUTAUQUA is to establish a platform whereby vital questions may be discussed by distinguished speakers in a nonpartisan and non-sectarian manner, and to combine these discourses in a happy way with music and entertainment. It is a twentieth century assembly, featuring Music, Intellect, Art, Oratory, and Entertainment of the better sort. CHAUTAUQUA is conducted by an association of New Zealand citizens, assisted by progressive citizens in eighty centres. All proceeds go towards improving the movement from year to year. A BIG WEEK OF MUSIC, INTELLECT, ART, ORATORY, ENTERTAINMENT OF THE BETTER SORT. Season Ticket Sale Now On. 12 CONCERTS — 11 LECTURES. 12 CONCERTS — 11 LECTURES. ALL DIFFERENT. Season Tickets, 10s.; Students, 6s.; children, 4s. (no tax). Season Reservations, 2s. extra. Box Plan now ready at the Bristol. <box>251 226 479 460</box>
notice-title: SILK! SILK! <box>1277 1050 1352 1065</box>
notice-body: IN pursuance of the Legislature Act, 1908, and its Amendments, I, William Nicholas Tregonning, Returning Officer for the Electoral District of Wellington Suburbs, do hereby give notice that an election will be held for the return of a qualified person to serve as member for the said district; and that the poll, if necessary, will be taken on the seventeenth day of December, 1919. Dated this twenty-ninth day of November, 1919. <box>964 818 1190 895</box>
notice-body: COMFORTABLE ACCOMMODATION, half a minute from Lambton Station. Excellent Cuisine. Moderate Tariff. Early Breakfast if desired. MRS. CLAY, 5 Mulgrave Street, Wellington. 'Phone 2633. <box>1201 386 1427 441</box>
page-number: 9 <box>1874 9 1894 50</box>
notice-body: TO-NIGHT. TO-NIGHT. MR. H. OAKLEY BROWNE, THE LIBERAL CANDIDATE. MEETINGS have been arranged as follows:— TO-NIGHT (TUESDAY), December 2—Thorndon Hall, Goring St., 8 o'clock. WEDNESDAY, December 3—Kelburn Tea Kiosk, 8 p.m. THURSDAY, December 4—Masonic Hall, Boulcott Street, 8 p.m. SATURDAY, December 6—Methodist Schoolroom, Molesworth Street, 8 p.m. <box>726 233 952 332</box>
notice-signature: J. H. HELLIWELL, Secretary. <box>137 570 239 580</box>
notice <box>13 1252 239 1340</box>
notice-body: NAPIER HARBOUR BOARD. LOAN OF £536,000 IN 1000 DEBENTURES OF £50 EACH, BEARING INTEREST AT 5½ PER CENT. PER ANNUM. Issued by the Napier Harbour Board under authority of "The Napier Harbour Board Empowering and Loan Act, 1884," and "The Napier Harbour Board Loans Enabling Act, 1919." AT PAR. APPLICATIONS will be received up to December 31, 1919 by the Napier Harbour Board for the purchase of Debentures in the above Loan. <box>488 1346 714 1457</box>
notice <box>13 587 239 786</box>
notice-body: IN pursuance of the Legislature Act, 1908, and its Amendments, I, Francis Walter London, Returning Officer for the Electoral District of Hutt, do hereby give notice that, by virtue of a Writ bearing date the twenty-eighth day of November, 1919, an election will be held for the return of a qualified person to serve as member for the said district. Dated this first day of December, 1919. <box>964 696 1190 773</box>
